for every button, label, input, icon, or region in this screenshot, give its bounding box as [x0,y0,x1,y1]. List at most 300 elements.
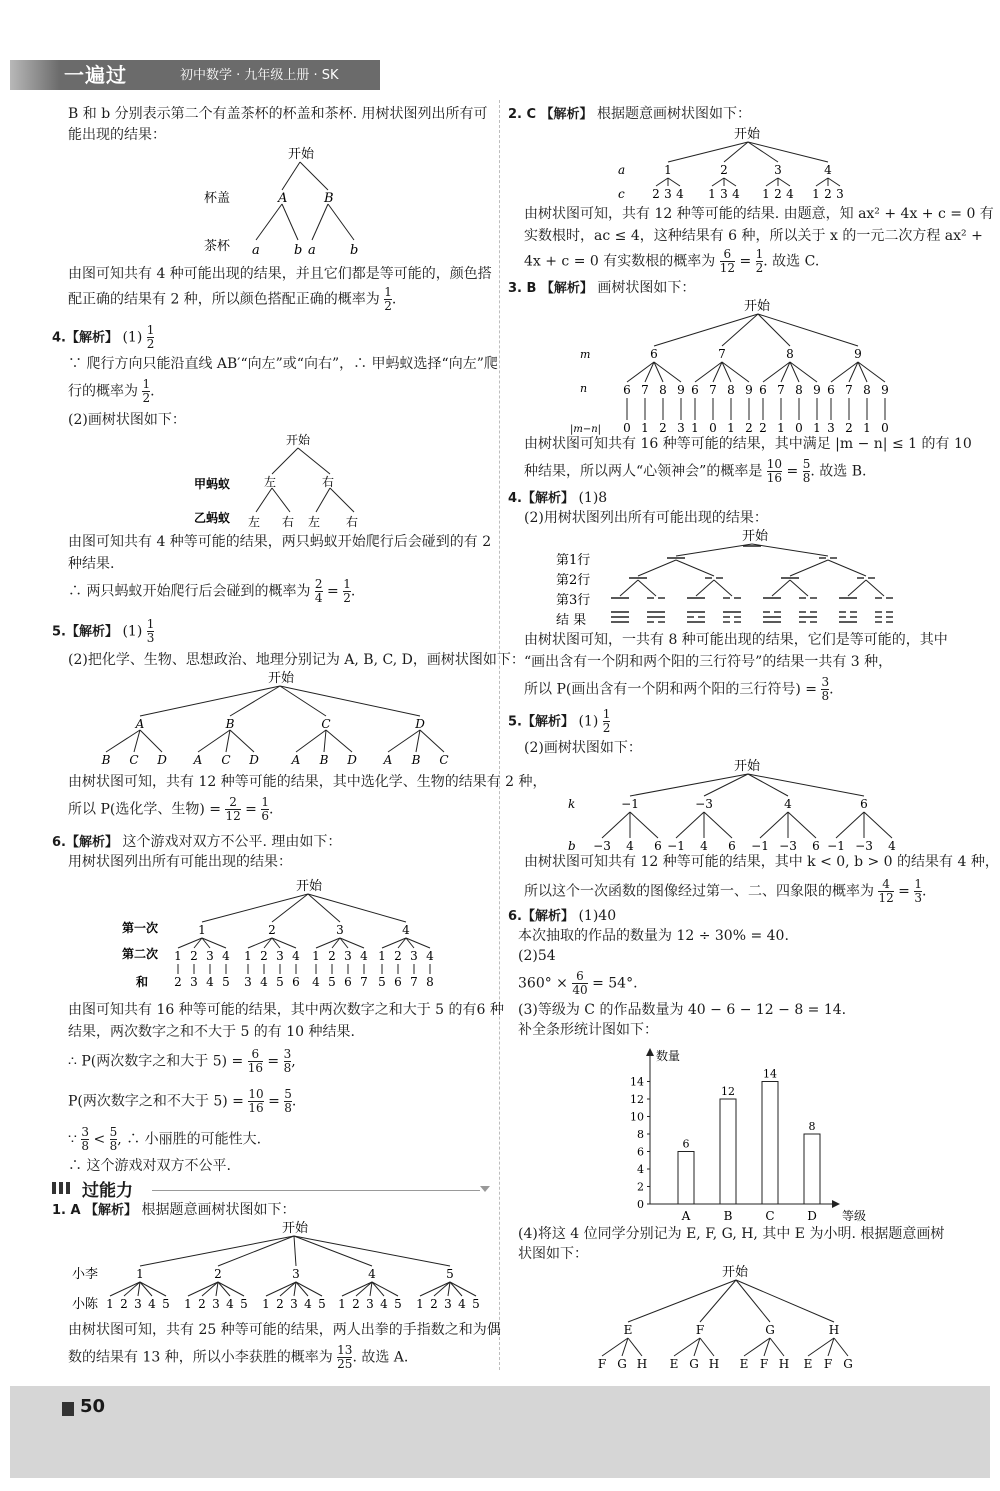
x-tick-label: C [765,1209,775,1222]
right-q2c-l3: 实数根时，ac ≤ 4，这种结果有 6 种，所以关于 x 的一元二次方程 ax² + [524,228,983,244]
tree-branch [788,812,816,838]
section-rule [152,1190,480,1191]
tree-node: 3 [366,1297,374,1311]
tree-node: −1 [667,839,685,853]
section-title: 过能力 [82,1181,133,1201]
tree-node: 5 [378,975,386,989]
left-q1a-l2: 由树状图可知，共有 25 种等可能的结果，两人出拳的手指数之和为偶 [68,1322,501,1338]
tree-node: 3 [827,421,835,435]
row-label: k [568,797,576,811]
tree-node: H [636,1357,648,1371]
tree-node: −1 [621,797,639,811]
right-q6-l6: (4)将这 4 位同学分别记为 E, F, G, H, 其中 E 为小明. 根据题意画树 [518,1226,945,1242]
tree-branch [712,178,724,186]
tree-node: 2 [260,949,268,963]
tree-branch [218,1236,294,1266]
tree-root: 开始 [288,147,315,162]
tree-node: 1 [812,187,820,201]
row-label: 和 [136,975,149,989]
tree-node: 左 [264,475,277,489]
tree-branch [748,774,864,796]
tree-node: 6 [860,797,868,811]
left-q4-l5: 种结果. [68,556,115,572]
tree-node: 1 [863,421,871,435]
right-q6-l4: (3)等级为 C 的作品数量为 40 − 6 − 12 − 8 = 14. [518,1002,847,1018]
brand-logo [64,61,127,89]
left-q6-l8: ∴ 这个游戏对双方不公平. [68,1158,231,1174]
tree-node: −3 [695,797,713,811]
tree-node: −1 [751,839,769,853]
section-arrow-icon [480,1186,490,1192]
tree-branch [342,1282,372,1296]
tree-branch [202,1282,218,1296]
tree-node: 右 [322,475,335,489]
x-tick-label: A [681,1209,691,1222]
tree-node: 3 [336,923,344,937]
tree-branch [714,580,732,596]
row-label: c [618,187,625,201]
right-q4-head: 4.【解析】 (1)8 [508,490,608,506]
tree-branch [736,1280,834,1322]
bar-value-label: 8 [808,1120,816,1133]
tree-node: 2 [759,421,767,435]
tree-branch [676,812,704,838]
tree-node: 1 [338,1297,346,1311]
tree-node: 左 [248,515,261,529]
tree-node: 4 [426,949,434,963]
tree-node: 4 [732,187,740,201]
tree-node: 1 [641,421,649,435]
tree-node: 4 [784,797,792,811]
tree-node: 2 [190,949,198,963]
tree-node: 6 [623,383,631,397]
tree-node: a [308,243,316,258]
left-q4-l1: ∵ 爬行方向只能沿直线 AB′“向左”或“向右”，∴ 甲蚂蚁选择“向左”爬 [68,356,498,372]
row-label: m [580,348,591,361]
tree-node: 5 [240,1297,248,1311]
tree-node: A [291,753,301,767]
tree-branch [294,1236,450,1266]
tree-node: 2 [720,163,728,177]
row-label: 第2行 [556,573,591,588]
right-q5-l3: 所以这个一次函数的图像经过第一、二、四象限的概率为 $\frac{4}{12}$ = $\frac{1}{3}$ . [524,877,927,905]
tree-node: 3 [720,187,728,201]
tree-node: 7 [777,383,785,397]
tree-branch [696,580,714,596]
tree-branch [124,1282,140,1296]
x-axis-arrow-icon [832,1200,840,1208]
tree-branch [828,560,866,576]
right-q3b-head: 3. B 【解析】 画树状图如下： [508,280,696,296]
tree-node: 9 [881,383,889,397]
right-q6-l7: 状图如下： [518,1246,588,1262]
tree-root: 开始 [268,671,295,686]
left-q6-head: 6.【解析】 这个游戏对双方不公平. 理由如下： [52,834,342,850]
tree-node: C [321,717,331,731]
tree-branch [748,142,828,162]
left-q4-l4: 由图可知共有 4 种等可能的结果，两只蚂蚁开始爬行后会碰到的有 2 [68,534,492,550]
tree-node: D [249,753,259,767]
tree-node: C [221,753,231,767]
tree-node: 5 [394,1297,402,1311]
left-p0-l1: B 和 b 分别表示第二个有盖茶杯的杯盖和茶杯. 用树状图列出所有可 [68,106,488,122]
tree-node: −1 [827,839,845,853]
tree-node: 8 [727,383,735,397]
tree-branch [140,1282,152,1296]
tree-branch [356,1282,372,1296]
tree-branch [140,1282,166,1296]
tree-node: 9 [677,383,685,397]
tree-node: 7 [718,347,726,361]
tree-branch [654,314,758,346]
tree-node: 1 [378,949,386,963]
right-q3b-l2: 由树状图可知共有 16 种等可能的结果，其中满足 |m − n| ≤ 1 的有 10 [524,436,972,452]
row-label: 小李 [72,1267,99,1282]
tree-node: B [324,191,334,206]
tree-node: b [350,243,359,258]
tree-branch [308,894,406,922]
column-divider [499,100,500,1370]
tree-branch [808,1338,834,1356]
tree-node: A [193,753,203,767]
left-q5-l3: 所以 P(选化学、生物) = $\frac{2}{12}$ = $\frac{1}{6}$ . [68,795,274,823]
x-tick-label: B [723,1209,733,1222]
tree-dice-sums [120,876,450,992]
tree-node: 6 [292,975,300,989]
tree-node: 1 [727,421,735,435]
tree-node: 3 [212,1297,220,1311]
right-q4-l4: 所以 P(画出含有一个阴和两个阳的三行符号) = $\frac{3}{8}$ . [524,675,834,703]
row-label: 茶杯 [204,239,231,254]
tree-branch [638,580,656,596]
tree-node: 2 [328,949,336,963]
fraction: $\frac{1}{2}$ [146,323,155,351]
page-number: 50 [80,1396,106,1417]
y-axis-label: 数量 [656,1049,681,1063]
tree-node: 2 [774,187,782,201]
tree-node: 3 [276,949,284,963]
tree-node: 1 [312,949,320,963]
tree-node: −3 [779,839,797,853]
tree-node: G [843,1357,853,1371]
tree-node: E [623,1323,633,1337]
solution-tag: 【解析】 [65,330,118,346]
tree-node: H [828,1323,840,1337]
tree-node: 1 [174,949,182,963]
tree-node: 2 [652,187,660,201]
tree-node: D [415,717,425,731]
left-q4-l6: ∴ 两只蚂蚁开始爬行后会碰到的概率为 $\frac{2}{4}$ = $\frac{1}{2}$ . [68,577,356,605]
left-q6-l2: 用树状图列出所有可能出现的结果： [68,854,292,870]
tree-branch [866,580,884,596]
left-q6-l5: ∴ P(两次数字之和大于 5) = $\frac{6}{16}$ = $\frac{3}{8}$ , [68,1047,296,1075]
tree-node: 9 [745,383,753,397]
tree-node: 3 [774,163,782,177]
tree-node: 5 [276,975,284,989]
tree-node: F [597,1357,607,1371]
right-q6-head: 6.【解析】 (1)40 [508,908,617,924]
tree-students [580,1262,880,1374]
tree-node: 3 [134,1297,142,1311]
tree-branch [836,812,864,838]
tree-node: 4 [206,975,214,989]
tree-node: 1 [762,187,770,201]
tree-node: 7 [845,383,853,397]
tree-branch [450,1282,462,1296]
y-tick-label: 0 [637,1198,644,1211]
bar [678,1152,694,1205]
tree-node: 3 [190,975,198,989]
tree-node: 6 [654,839,662,853]
right-q4-l2: 由树状图可知，一共有 8 种可能出现的结果，它们是等可能的，其中 [524,632,948,648]
fraction: $\frac{1}{2}$ [384,285,392,313]
row-label: n [580,382,588,395]
tree-branch [790,580,808,596]
tree-branch [602,1338,628,1356]
tree-node: 1 [813,421,821,435]
left-q6-l4: 结果，两次数字之和不大于 5 的有 10 种结果. [68,1024,355,1040]
tree-branch [188,1282,218,1296]
left-q1a-head: 1. A 【解析】 根据题意画树状图如下： [52,1202,296,1218]
tree-node: a [252,243,260,258]
tree-fingers [70,1218,490,1316]
x-tick-label: D [807,1209,817,1222]
tree-branch [758,314,858,346]
tree-mn [570,296,900,436]
tree-branch [700,1280,736,1322]
tree-branch [704,774,748,796]
y-tick-label: 14 [630,1075,644,1089]
tree-node: A [383,753,393,767]
tree-branch [736,1280,770,1322]
tree-node: 1 [184,1297,192,1311]
left-p0-l2: 能出现的结果： [68,127,166,143]
tree-branch [372,1282,398,1296]
right-q6-l1: 本次抽取的作品的数量为 12 ÷ 30% = 40. [518,928,789,944]
right-q2c-l4: 4x + c = 0 有实数根的概率为 $\frac{6}{12}$ = $\frac{1}{2}$ . 故选 C. [524,247,820,275]
tree-node: 1 [664,163,672,177]
tree-node: 右 [346,515,359,529]
row-label: 结 果 [556,613,587,628]
tree-node: 4 [148,1297,156,1311]
tree-node: 1 [708,187,716,201]
tree-node: 2 [394,949,402,963]
tree-node: 3 [677,421,685,435]
tree-node: 6 [394,975,402,989]
tree-node: A [278,191,288,206]
tree-node: 1 [777,421,785,435]
left-q6-l3: 由图可知共有 16 种等可能的结果，其中两次数字之和大于 5 的有6 种 [68,1002,504,1018]
tree-branch [450,1282,476,1296]
tree-node: 0 [795,421,803,435]
tree-node: 6 [344,975,352,989]
tree-branch [694,1338,700,1356]
tree-node: D [347,753,357,767]
question-number: 4. [52,330,66,346]
tree-branch [294,1236,372,1266]
tree-node: H [708,1357,720,1371]
tree-node: 8 [863,383,871,397]
tree-branch [770,1338,784,1356]
tree-branch [420,1282,450,1296]
tree-node: 2 [824,187,832,201]
tree-node: 4 [312,975,320,989]
tree-node: B [101,753,111,767]
right-q6-l5: 补全条形统计图如下： [518,1022,658,1038]
tree-node: 5 [318,1297,326,1311]
tree-branch [744,1338,770,1356]
tree-node: 0 [709,421,717,435]
tree-node: 5 [222,975,230,989]
tree-node: 0 [881,421,889,435]
tree-branch [674,1338,700,1356]
tree-node: 1 [244,949,252,963]
tree-node: 1 [136,1267,144,1281]
tree-branch [752,544,828,556]
tree-node: 4 [824,163,832,177]
tree-node: 1 [198,923,206,937]
tree-branch [766,178,778,186]
tree-branch [294,1236,296,1266]
tree-node: F [759,1357,769,1371]
header-fade [10,60,60,90]
tree-trigrams [556,526,916,630]
tree-node: C [439,753,449,767]
tree-node: 4 [226,1297,234,1311]
bar [804,1134,820,1204]
tree-root: 开始 [744,299,771,314]
tree-branch [202,894,308,922]
y-tick-label: 8 [637,1128,644,1141]
tree-root: 开始 [282,1221,309,1236]
tree-node: B [225,717,235,731]
tree-branch [700,1338,714,1356]
tree-ac [610,124,870,204]
tree-node: 右 [282,515,295,529]
tree-node: 3 [410,949,418,963]
tree-branch [218,1282,230,1296]
tree-node: 3 [664,187,672,201]
footer-bar [10,1386,990,1478]
tree-branch [296,1282,308,1296]
tree-node: 4 [360,949,368,963]
bar-value-label: 12 [721,1085,735,1098]
tree-root: 开始 [734,127,761,142]
tree-branch [790,560,828,576]
tree-cups [200,142,380,260]
tree-node: −3 [855,839,873,853]
tree-node: 3 [206,949,214,963]
tree-node: 6 [812,839,820,853]
tree-root: 开始 [734,759,761,774]
tree-node: 9 [854,347,862,361]
row-label: |m−n| [570,424,602,435]
tree-node: 8 [426,975,434,989]
tree-node: G [689,1357,699,1371]
tree-node: 2 [352,1297,360,1311]
tree-node: b [294,243,303,258]
tree-branch [828,178,840,186]
tree-node: B [319,753,329,767]
tree-node: D [157,753,167,767]
tree-node: 4 [260,975,268,989]
left-q4-head: 4.【解析】 (1) $\frac{1}{2}$ [52,323,155,351]
right-q2c-head: 2. C 【解析】 根据题意画树状图如下： [508,106,751,122]
tree-branch [724,178,736,186]
tree-node: E [669,1357,679,1371]
brand-title: 一遍过 [64,63,127,87]
tree-node: 0 [623,421,631,435]
tree-node: 2 [845,421,853,435]
bar-value-label: 6 [682,1137,690,1151]
y-tick-label: 6 [637,1145,644,1159]
tree-subjects [90,668,450,768]
tree-branch [622,1338,628,1356]
row-label: 杯盖 [204,191,231,206]
tree-ants [190,432,380,532]
tree-root: 开始 [286,433,311,447]
tree-branch [722,314,758,346]
tree-branch [828,1338,834,1356]
tree-node: G [765,1323,775,1337]
tree-branch [372,1282,384,1296]
tree-node: 6 [691,383,699,397]
tree-node: 6 [827,383,835,397]
tree-branch [760,812,788,838]
tree-branch [140,1236,294,1266]
right-q5-head: 5.【解析】 (1) $\frac{1}{2}$ [508,707,611,735]
tree-branch [764,1338,770,1356]
tree-node: 7 [641,383,649,397]
tree-node: 3 [292,1267,300,1281]
tree-node: 4 [380,1297,388,1311]
tree-branch [218,1282,244,1296]
tree-node: 4 [676,187,684,201]
bar-chart [620,1036,870,1222]
right-q5-l2: 由树状图可知共有 12 种等可能的结果，其中 k < 0, b > 0 的结果有 4 种， [524,854,999,870]
tree-node: H [778,1357,790,1371]
tree-branch [602,812,630,838]
tree-branch [434,1282,450,1296]
tree-branch [272,894,308,922]
tree-node: 4 [292,949,300,963]
tree-branch [296,1282,322,1296]
tree-branch [630,774,748,796]
tree-node: 4 [626,839,634,853]
left-q4-l2: 行的概率为 $\frac{1}{2}$ . [68,377,155,405]
tree-node: 8 [659,383,667,397]
x-axis-label: 等级 [842,1209,867,1222]
tree-branch [772,580,790,596]
tree-node: 3 [290,1297,298,1311]
tree-branch [628,1338,642,1356]
right-q4-l1: (2)用树状图列出所有可能出现的结果： [524,510,768,526]
left-q5-l2: 由树状图可知，共有 12 种等可能的结果，其中选化学、生物的结果有 2 种， [68,774,547,790]
row-label: 小陈 [72,1297,99,1312]
tree-node: −3 [593,839,611,853]
tree-node: 4 [786,187,794,201]
row-label: 乙蚂蚁 [194,511,231,525]
section-icon [52,1182,72,1194]
tree-node: 2 [214,1267,222,1281]
tree-node: 2 [745,421,753,435]
tree-node: 3 [836,187,844,201]
tree-node: 6 [728,839,736,853]
tree-node: 5 [446,1267,454,1281]
tree-node: 2 [659,421,667,435]
tree-node: 2 [198,1297,206,1311]
tree-branch [668,178,680,186]
